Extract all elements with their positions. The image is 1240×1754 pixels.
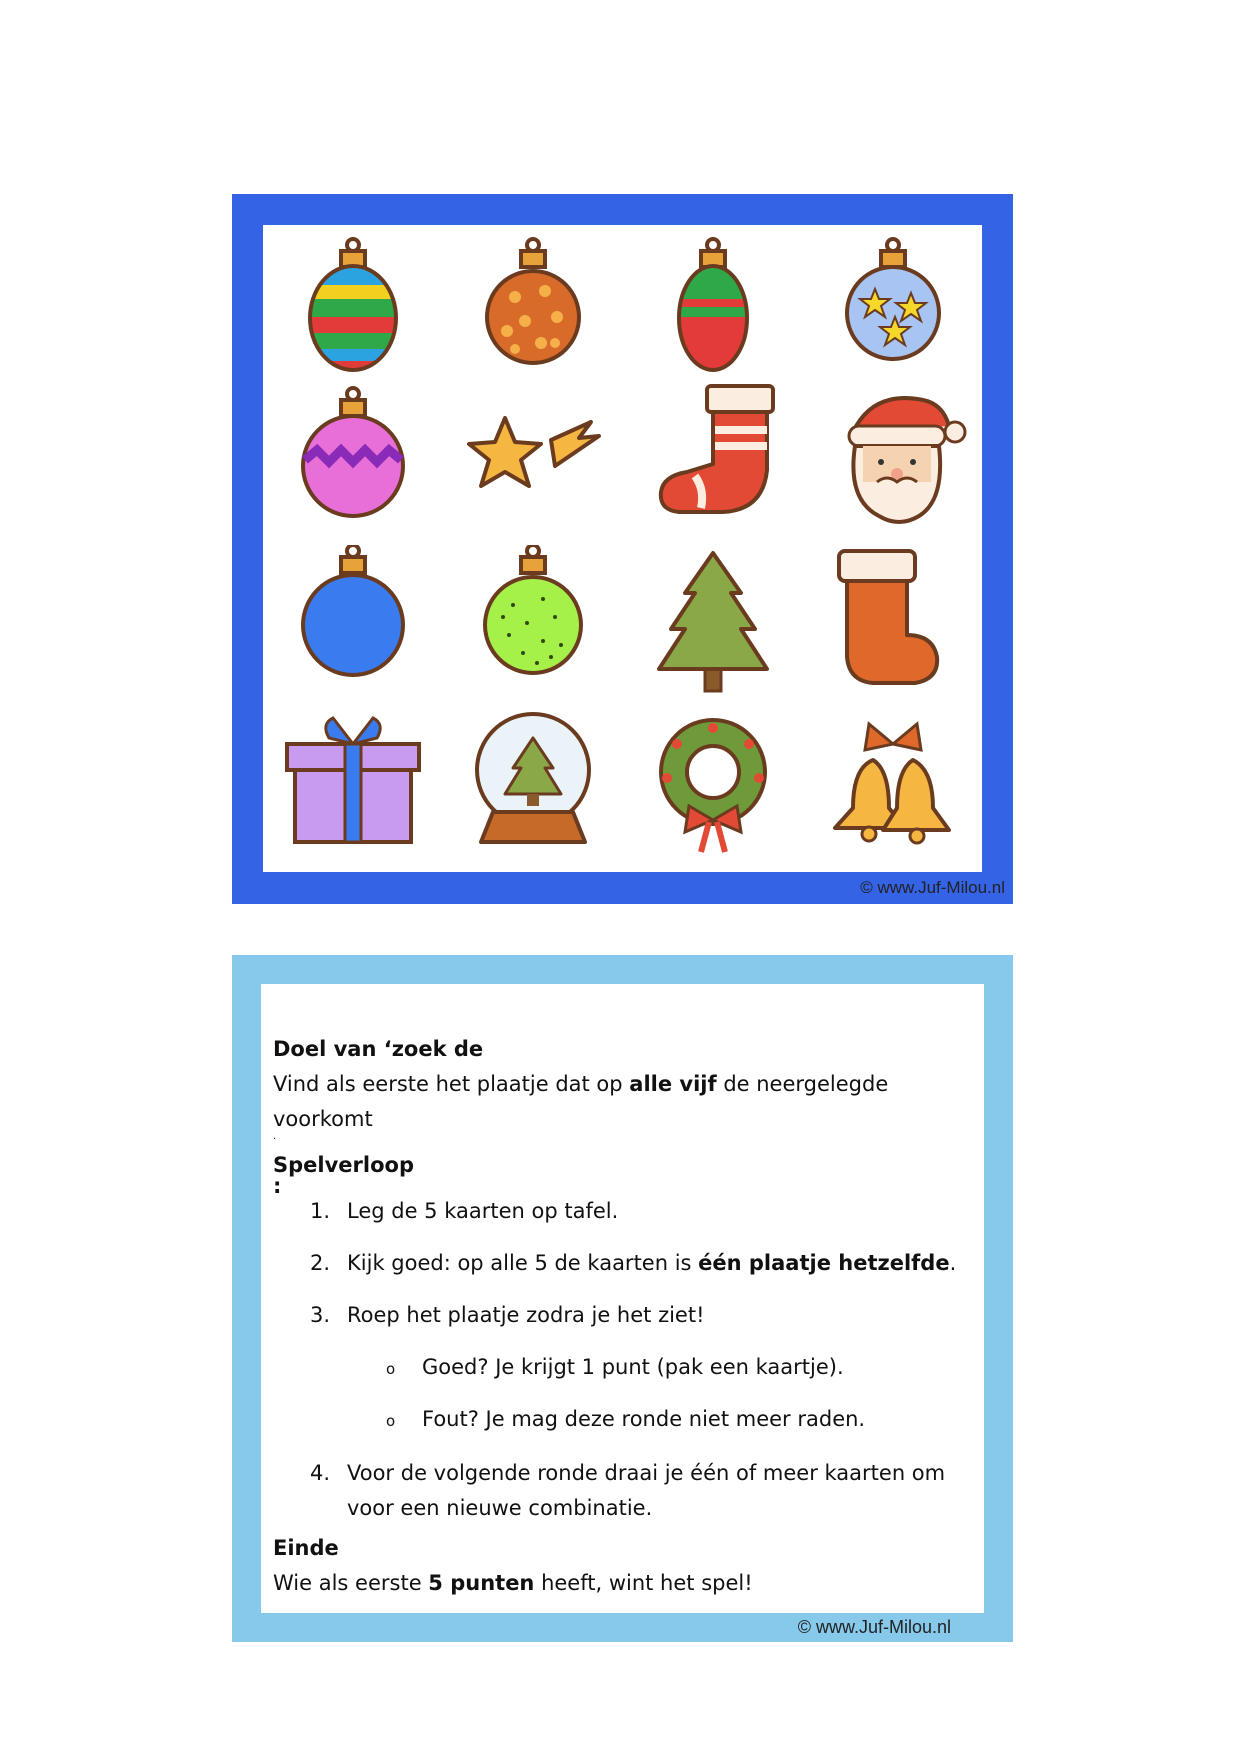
snow-globe-icon xyxy=(443,708,623,870)
sub-bullet-1: o xyxy=(386,1360,396,1378)
bells-icon xyxy=(803,708,983,870)
step-4-text-line-1: Voor de volgende ronde draai je één of meer kaarten om xyxy=(347,1461,946,1485)
stray-dot: . xyxy=(273,1131,277,1142)
step-3-number: 3. xyxy=(310,1303,331,1327)
step-4-number: 4. xyxy=(310,1461,331,1485)
picture-card-inner xyxy=(263,225,982,872)
gift-box-icon xyxy=(263,708,443,870)
flow-colon: : xyxy=(273,1174,282,1198)
green-red-ornament-icon xyxy=(623,225,803,387)
rules-card xyxy=(232,955,1013,1642)
end-text: Wie als eerste 5 punten heeft, wint het spel! xyxy=(273,1571,753,1595)
goal-text-line-2: voorkomt xyxy=(273,1107,373,1131)
striped-ornament-icon xyxy=(263,225,443,387)
copyright-top: © www.Juf-Milou.nl xyxy=(860,878,1005,897)
sub-2-text: Fout? Je mag deze ronde niet meer raden. xyxy=(422,1407,866,1431)
copyright-bottom: © www.Juf-Milou.nl xyxy=(797,1617,951,1637)
picture-card xyxy=(232,194,1013,904)
flow-heading: Spelverloop xyxy=(273,1153,414,1177)
step-1-number: 1. xyxy=(310,1199,331,1223)
santa-face-icon xyxy=(803,380,983,542)
shooting-star-icon xyxy=(443,380,623,542)
zigzag-ornament-icon xyxy=(263,380,443,542)
star-ornament-icon xyxy=(803,225,983,387)
orange-stocking-icon xyxy=(803,545,983,707)
step-3-text: Roep het plaatje zodra je het ziet! xyxy=(347,1303,705,1327)
goal-heading: Doel van ‘zoek de xyxy=(273,1037,484,1061)
step-2-number: 2. xyxy=(310,1251,331,1275)
step-4-text-line-2: voor een nieuwe combinatie. xyxy=(347,1496,653,1520)
sub-1-text: Goed? Je krijgt 1 punt (pak een kaartje). xyxy=(422,1355,844,1379)
step-1-text: Leg de 5 kaarten op tafel. xyxy=(347,1199,619,1223)
sub-bullet-2: o xyxy=(386,1412,396,1430)
blue-ornament-icon xyxy=(263,545,443,707)
icon-grid xyxy=(263,225,982,872)
step-2-text: Kijk goed: op alle 5 de kaarten is één plaatje hetzelfde. xyxy=(347,1251,957,1275)
green-dotted-ornament-icon xyxy=(443,545,623,707)
red-stocking-icon xyxy=(623,380,803,542)
rules-card-inner xyxy=(261,984,984,1613)
christmas-tree-icon xyxy=(623,545,803,707)
wreath-icon xyxy=(623,708,803,870)
goal-text-line-1: Vind als eerste het plaatje dat op alle vijf de neergelegde xyxy=(273,1072,889,1096)
end-heading: Einde xyxy=(273,1536,339,1560)
dotted-orange-ornament-icon xyxy=(443,225,623,387)
